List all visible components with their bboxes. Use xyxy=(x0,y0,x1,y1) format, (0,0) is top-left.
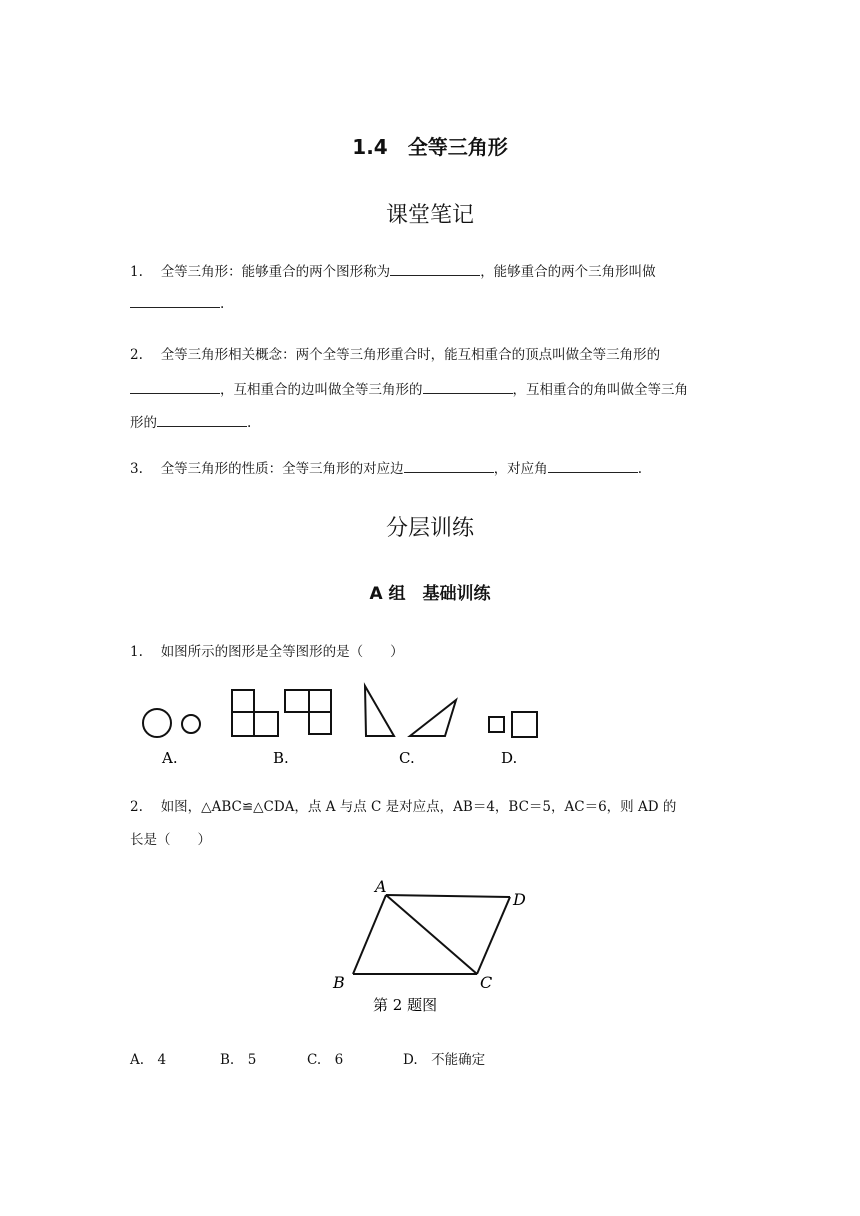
vertex-label-a: A xyxy=(375,877,387,896)
page-title: 1.4 全等三角形 xyxy=(352,135,508,159)
answer-blank[interactable] xyxy=(130,381,220,394)
triangle-right xyxy=(365,686,394,736)
question-number: 1. xyxy=(130,644,143,660)
answer-blank[interactable] xyxy=(423,381,513,394)
vertex-label-b: B xyxy=(333,973,345,992)
item-number: 1. xyxy=(130,264,143,280)
question-2-cont xyxy=(130,828,211,848)
item-text: ，对应角 xyxy=(493,461,548,477)
note-item-2-cont2 xyxy=(130,411,251,431)
vertex-label-c: C xyxy=(480,973,493,992)
item-text: 形的 xyxy=(130,415,157,431)
item-text: ，互相重合的边叫做全等三角形的 xyxy=(220,382,423,398)
answer-blank[interactable] xyxy=(157,414,247,427)
answer-blank[interactable] xyxy=(130,295,220,308)
square-small xyxy=(489,717,504,732)
segment-ac xyxy=(386,895,477,974)
answer-blank[interactable] xyxy=(548,460,638,473)
triangle-obtuse xyxy=(410,700,456,736)
note-item-2-cont xyxy=(130,378,688,398)
training-heading: 分层训练 xyxy=(385,516,474,541)
option-c[interactable]: C. 6 xyxy=(307,1052,344,1068)
item-end: . xyxy=(247,415,252,431)
option-d[interactable]: D. 不能确定 xyxy=(403,1052,486,1068)
notes-heading: 课堂笔记 xyxy=(385,203,474,228)
square-large xyxy=(512,712,537,737)
item-text: ，能够重合的两个三角形叫做 xyxy=(480,264,656,280)
group-a-heading: A 组 基础训练 xyxy=(369,584,491,604)
item-text: 全等三角形相关概念：两个全等三角形重合时，能互相重合的顶点叫做全等三角形的 xyxy=(160,347,661,363)
note-item-3 xyxy=(130,457,642,477)
circle-large xyxy=(143,709,171,737)
question-text: 如图，△ABC≌△CDA，点 A 与点 C 是对应点，AB＝4，BC＝5，AC＝6，则 AD 的 xyxy=(160,799,677,815)
item-end: . xyxy=(220,296,225,312)
answer-blank[interactable] xyxy=(390,263,480,276)
note-item-1-cont xyxy=(130,295,224,312)
question-number: 2. xyxy=(130,799,143,815)
item-number: 3. xyxy=(130,461,143,477)
note-item-1 xyxy=(130,260,656,280)
option-label-b: B. xyxy=(273,749,289,767)
circle-small xyxy=(182,715,200,733)
grid-shapes xyxy=(232,690,331,736)
question-text: 如图所示的图形是全等图形的是（ ） xyxy=(160,644,404,660)
note-item-2 xyxy=(130,343,660,363)
question-1-figure xyxy=(130,678,550,770)
item-text: 全等三角形：能够重合的两个图形称为 xyxy=(160,264,391,280)
option-label-d: D. xyxy=(501,749,518,767)
segment-cd xyxy=(477,897,510,974)
segment-ad xyxy=(386,895,510,897)
question-2-figure xyxy=(325,872,535,1022)
segment-ab xyxy=(353,895,386,974)
question-text: 长是（ ） xyxy=(130,832,211,848)
option-b[interactable]: B. 5 xyxy=(220,1052,257,1068)
item-number: 2. xyxy=(130,347,143,363)
item-text: ，互相重合的角叫做全等三角 xyxy=(512,382,688,398)
option-label-a: A. xyxy=(162,749,178,767)
item-end: . xyxy=(637,461,642,477)
item-text: 全等三角形的性质：全等三角形的对应边 xyxy=(160,461,404,477)
vertex-label-d: D xyxy=(513,890,526,909)
question-2 xyxy=(130,795,676,815)
figure-caption: 第 2 题图 xyxy=(373,996,438,1014)
answer-blank[interactable] xyxy=(404,460,494,473)
question-1 xyxy=(130,640,404,660)
option-label-c: C. xyxy=(399,749,415,767)
option-a[interactable]: A. 4 xyxy=(130,1052,167,1068)
